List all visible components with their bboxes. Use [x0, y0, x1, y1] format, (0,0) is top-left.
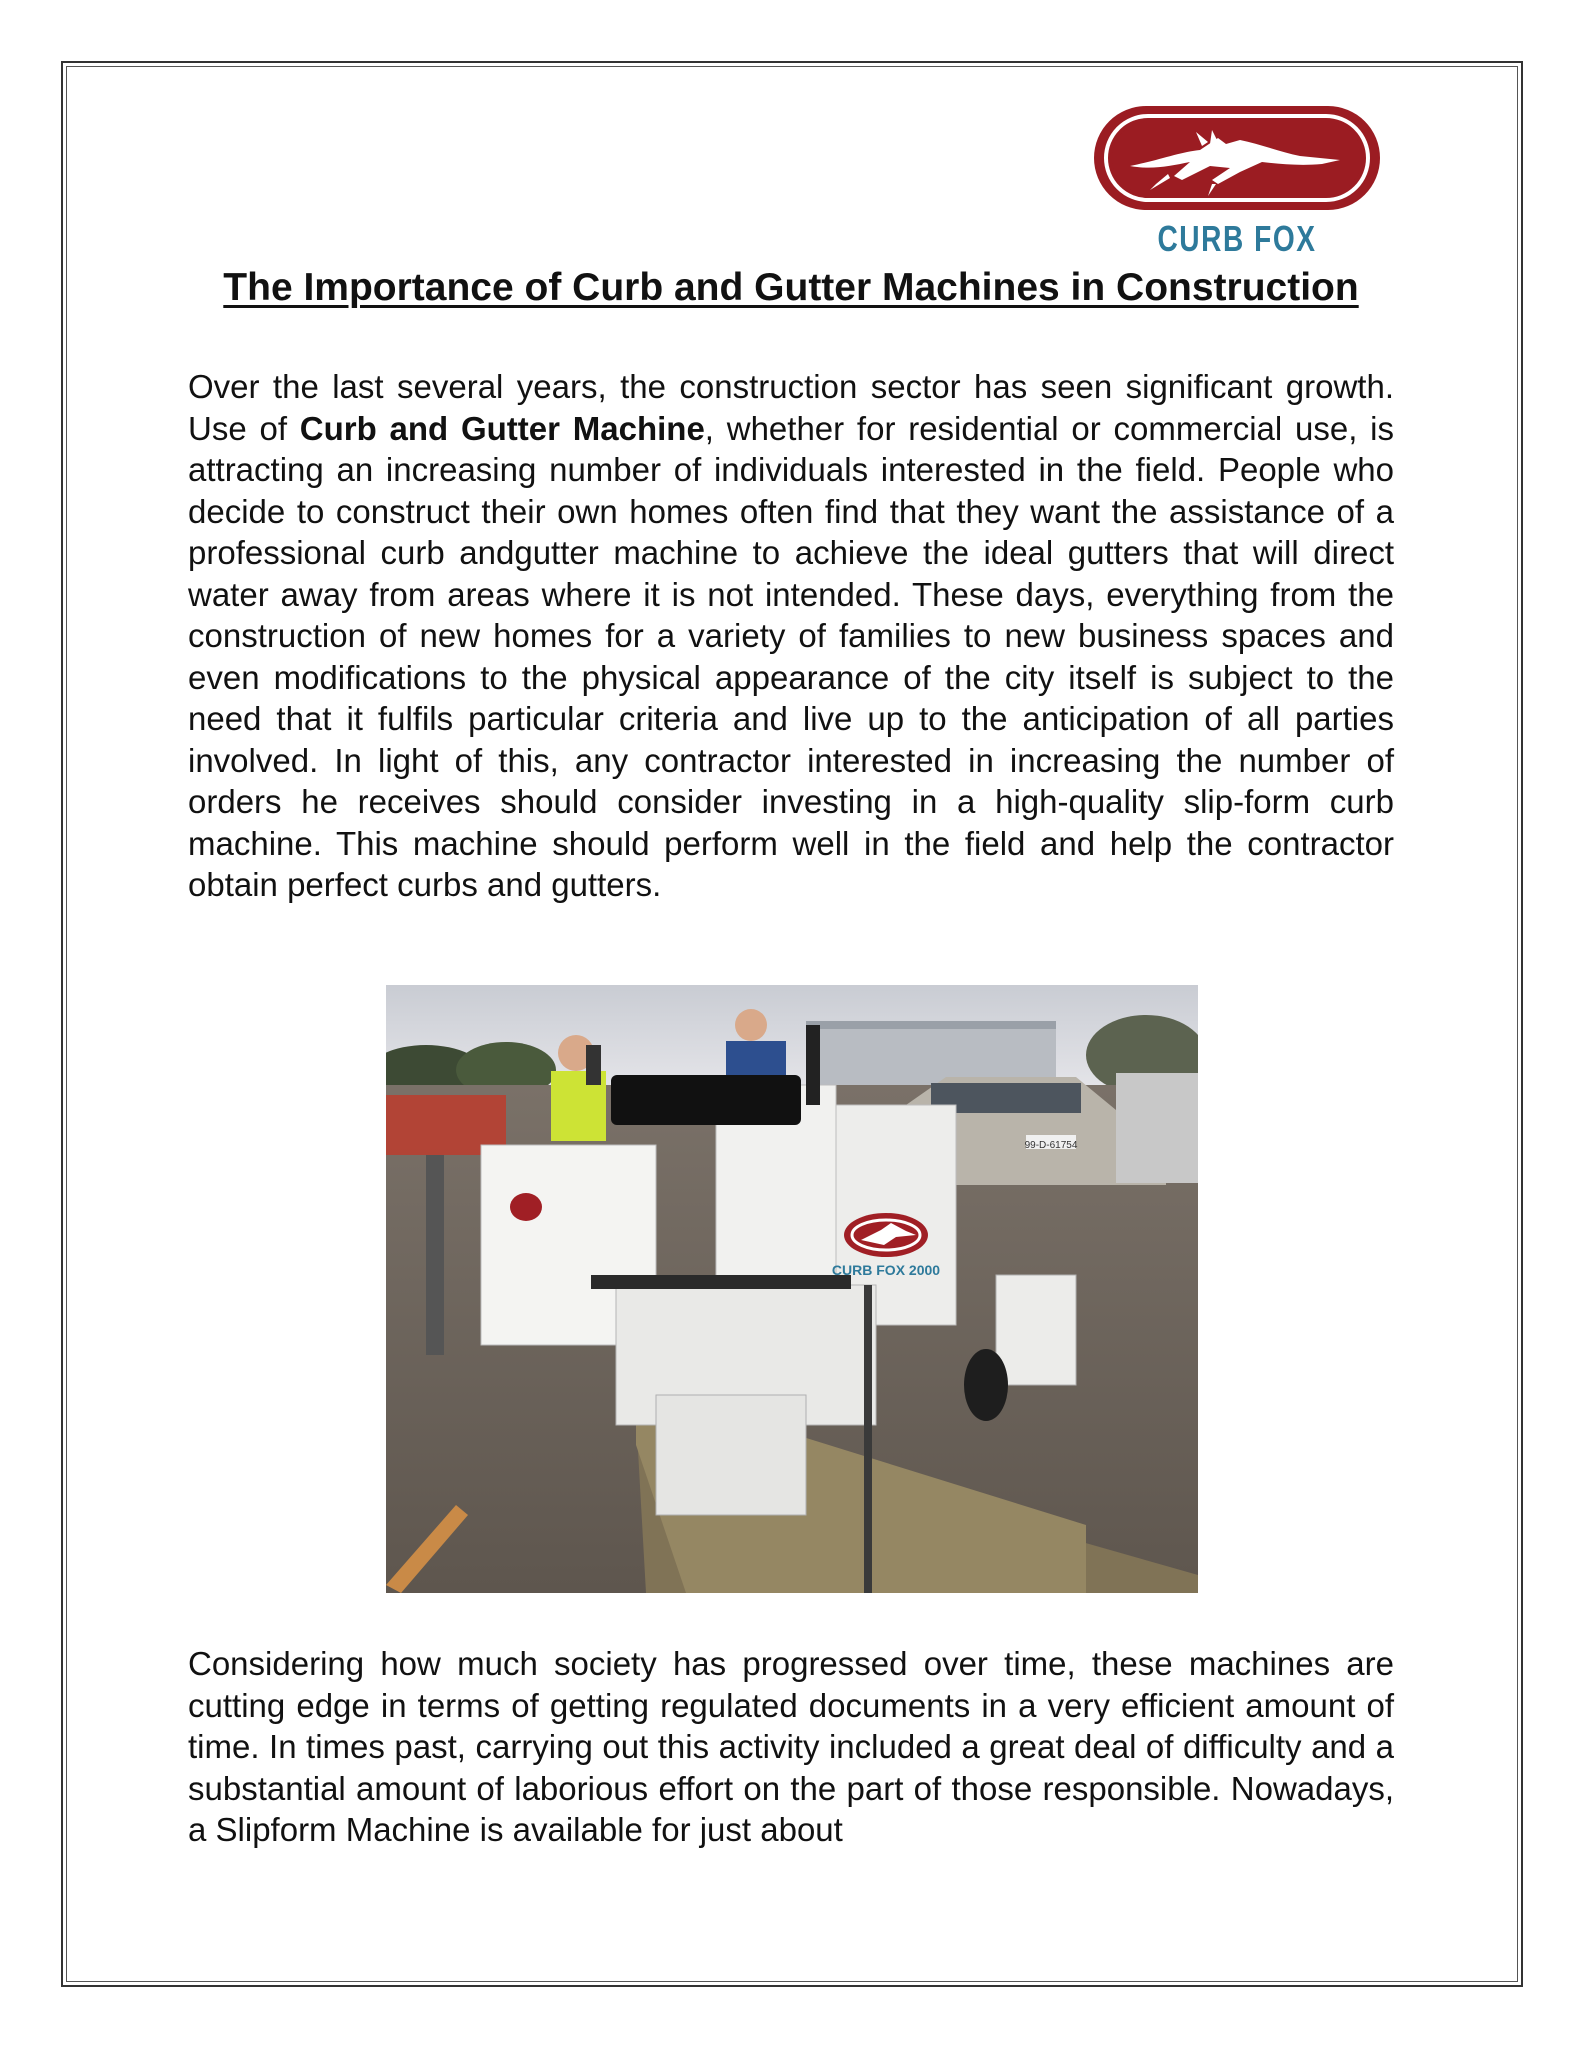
curb-fox-logo — [1090, 100, 1390, 270]
intro-text-start: Over the last several years, the construction sector has seen significant growth. Use of — [188, 368, 1394, 447]
curb-machine-photo — [386, 985, 1198, 1593]
logo-wordmark: CURB FOX — [1157, 218, 1317, 259]
intro-paragraph — [188, 366, 1394, 906]
intro-text-end: , whether for residential or commercial use, is attracting an increasing number of individuals interested in the field. People who decide to construct their own homes often find that they want the assistance of a professional curb andgutter machine to achieve the ideal gutters that will direct water away from areas where it is not intended. These days, everything from the construction of new homes for a variety of families to new business spaces and even modifications to the physical appearance of the city itself is subject to the need that it fulfils particular criteria and live up to the anticipation of all parties involved. In light of this, any contractor interested in increasing the number of orders he receives should consider investing in a high-quality slip-form curb machine. This machine should perform well in the field and help the contractor obtain perfect curbs and gutters. — [188, 409, 1394, 903]
fox-emblem-icon — [1090, 100, 1390, 220]
keyword-curb-gutter-machine: Curb and Gutter Machine — [299, 409, 705, 447]
second-paragraph: Considering how much society has progressed over time, these machines are cutting edge in terms of getting regulated documents in a very efficient amount of time. In times past, carrying out this activity included a great deal of difficulty and a substantial amount of laborious effort on the part of those responsible. Nowadays, a Slipform Machine is available for just about — [188, 1645, 1394, 1848]
license-plate: 99-D-61754 — [1024, 1140, 1078, 1151]
page-title: The Importance of Curb and Gutter Machines in Construction — [223, 266, 1359, 309]
machine-label: CURB FOX 2000 — [831, 1262, 941, 1278]
